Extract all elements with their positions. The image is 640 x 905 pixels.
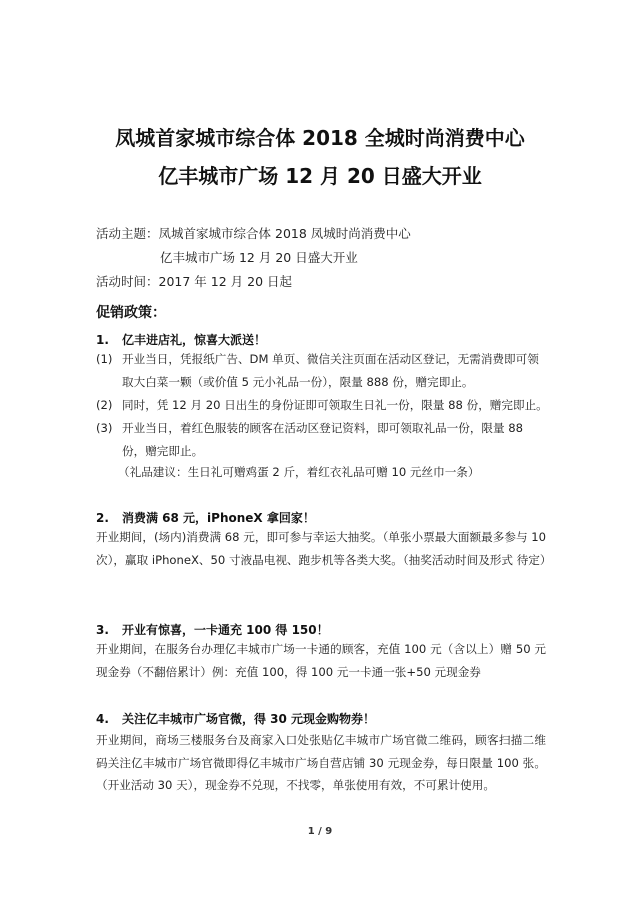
section-1-item-2 [96, 394, 548, 417]
item-text: 开业当日，着红色服装的顾客在活动区登记资料，即可领取礼品一份，限量 88 份，赠完即止。 [122, 421, 524, 458]
section-1-title [96, 331, 266, 348]
section-3-number: 3. [96, 623, 109, 637]
section-1-number: 1. [96, 333, 109, 347]
section-2-title-text: 消费满 68 元，iPhoneX 拿回家！ [122, 511, 315, 525]
section-1-title-text: 亿丰进店礼，惊喜大派送！ [122, 333, 267, 347]
section-4-number: 4. [96, 712, 109, 726]
item-marker: (3) [96, 421, 113, 435]
section-3-title [96, 621, 329, 638]
section-1-note: （礼品建议：生日礼可赠鸡蛋 2 斤，着红衣礼品可赠 10 元丝巾一条） [118, 465, 480, 479]
section-4-title [96, 710, 375, 727]
section-1-item-1 [96, 348, 548, 393]
time-row [96, 274, 292, 290]
page-number: 1 / 9 [307, 826, 333, 837]
policy-heading: 促销政策： [96, 305, 166, 321]
item-text: 开业当日，凭报纸广告、DM 单页、微信关注页面在活动区登记，无需消费即可领取大白菜一颗（或价值 5 元小礼品一份），限量 888 份，赠完即止。 [122, 352, 539, 389]
time-label: 活动时间： [96, 274, 159, 289]
theme-value-line-2: 亿丰城市广场 12 月 20 日盛大开业 [160, 250, 358, 265]
section-3-title-text: 开业有惊喜，一卡通充 100 得 150！ [122, 623, 329, 637]
section-4-body: 开业期间，商场三楼服务台及商家入口处张贴亿丰城市广场官微二维码，顾客扫描二维码关注亿丰城市广场官微即得亿丰城市广场自营店铺 30 元现金券，每日限量 100 张。（开业活动 30 天），现金券不兑现，不找零，单张使用有效，不可累计使用。 [96, 733, 546, 792]
item-text: 同时，凭 12 月 20 日出生的身份证即可领取生日礼一份，限量 88 份，赠完即止。 [122, 398, 548, 412]
item-marker: (2) [96, 398, 113, 412]
document-title-line-1: 凤城首家城市综合体 2018 全城时尚消费中心 [115, 126, 525, 150]
theme-value-line-1: 凤城首家城市综合体 2018 凤城时尚消费中心 [158, 226, 411, 241]
document-title-line-2: 亿丰城市广场 12 月 20 日盛大开业 [158, 164, 482, 188]
section-1-item-3 [96, 417, 548, 462]
item-marker: (1) [96, 352, 113, 366]
theme-label: 活动主题： [96, 226, 159, 241]
section-2-number: 2. [96, 511, 109, 525]
section-2-body: 开业期间，(场内)消费满 68 元，即可参与幸运大抽奖。（单张小票最大面额最多参与 10 次），赢取 iPhoneX、50 寸液晶电视、跑步机等各类大奖。（抽奖活动时间及形式 待定） [96, 530, 552, 567]
section-4-title-text: 关注亿丰城市广场官微，得 30 元现金购物券！ [122, 712, 376, 726]
theme-row [96, 226, 411, 242]
section-2-title [96, 509, 315, 526]
section-3-body: 开业期间，在服务台办理亿丰城市广场一卡通的顾客，充值 100 元（含以上）赠 50 元现金券（不翻倍累计）例：充值 100，得 100 元一卡通一张+50 元现金券 [96, 642, 546, 679]
time-value: 2017 年 12 月 20 日起 [158, 274, 293, 289]
